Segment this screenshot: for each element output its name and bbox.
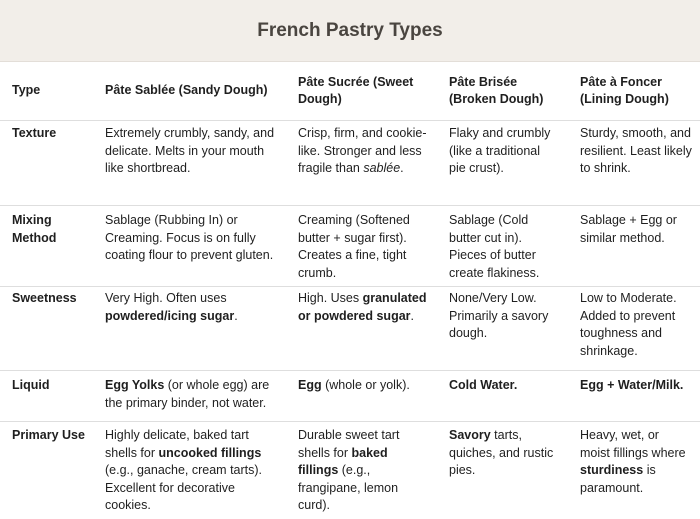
table-cell: Egg (whole or yolk). <box>286 371 437 422</box>
table-cell: Sablage (Rubbing In) or Creaming. Focus is on fully coating flour to prevent gluten. <box>93 206 286 287</box>
table-cell: Low to Moderate. Added to prevent toughness and shrinkage. <box>568 287 700 371</box>
table-row <box>0 422 700 519</box>
table-cell: Extremely crumbly, sandy, and delicate. Melts in your mouth like shortbread. <box>93 121 286 206</box>
pastry-table <box>0 62 700 519</box>
column-header: Pâte Sablée (Sandy Dough) <box>93 62 286 121</box>
row-header: Mixing Method <box>0 206 93 287</box>
table-row <box>0 371 700 422</box>
table-cell: Cold Water. <box>437 371 568 422</box>
table-header-row <box>0 62 700 121</box>
title-bar <box>0 0 700 62</box>
table-cell: Egg + Water/Milk. <box>568 371 700 422</box>
table-cell: Egg Yolks (or whole egg) are the primary binder, not water. <box>93 371 286 422</box>
table-cell: Sablage + Egg or similar method. <box>568 206 700 287</box>
table-row <box>0 121 700 206</box>
page-title: French Pastry Types <box>257 20 443 42</box>
table-cell: Flaky and crumbly (like a traditional pie crust). <box>437 121 568 206</box>
column-header: Type <box>0 62 93 121</box>
table-cell: None/Very Low. Primarily a savory dough. <box>437 287 568 371</box>
column-header: Pâte Sucrée (Sweet Dough) <box>286 62 437 121</box>
column-header: Pâte à Foncer (Lining Dough) <box>568 62 700 121</box>
table-cell: Sablage (Cold butter cut in). Pieces of butter create flakiness. <box>437 206 568 287</box>
table-cell: High. Uses granulated or powdered sugar. <box>286 287 437 371</box>
table-cell: Heavy, wet, or moist fillings where sturdiness is paramount. <box>568 422 700 519</box>
table-cell: Durable sweet tart shells for baked fillings (e.g., frangipane, lemon curd). <box>286 422 437 519</box>
row-header: Sweetness <box>0 287 93 371</box>
row-header: Liquid <box>0 371 93 422</box>
table-cell: Savory tarts, quiches, and rustic pies. <box>437 422 568 519</box>
row-header: Primary Use <box>0 422 93 519</box>
column-header: Pâte Brisée (Broken Dough) <box>437 62 568 121</box>
table-cell: Creaming (Softened butter + sugar first). Creates a fine, tight crumb. <box>286 206 437 287</box>
table-cell: Sturdy, smooth, and resilient. Least likely to shrink. <box>568 121 700 206</box>
table-row <box>0 206 700 287</box>
table-cell: Highly delicate, baked tart shells for uncooked fillings (e.g., ganache, cream tarts). Excellent for decorative cookies. <box>93 422 286 519</box>
table-cell: Crisp, firm, and cookie-like. Stronger and less fragile than sablée. <box>286 121 437 206</box>
table-cell: Very High. Often uses powdered/icing sugar. <box>93 287 286 371</box>
row-header: Texture <box>0 121 93 206</box>
table-row <box>0 287 700 371</box>
